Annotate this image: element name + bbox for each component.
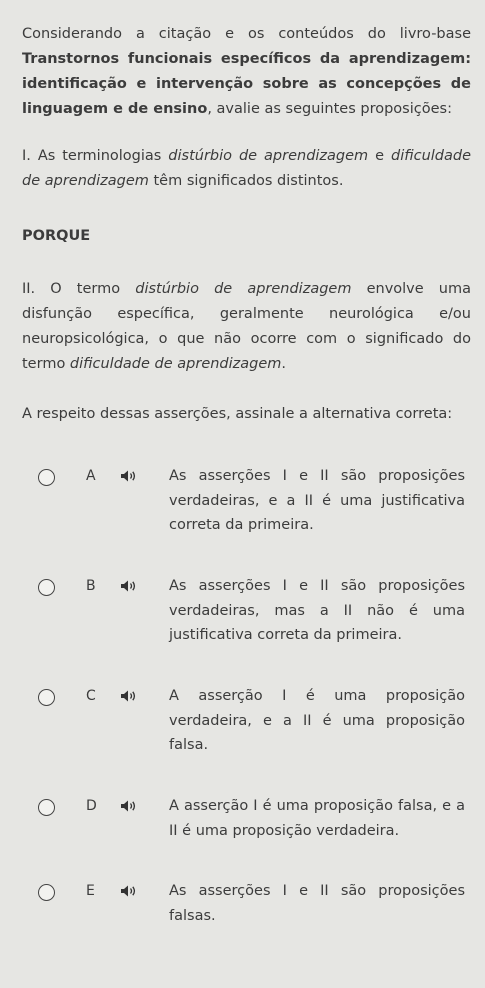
prop1-term1: distúrbio de aprendizagem [168, 148, 369, 164]
speaker-icon[interactable] [120, 579, 138, 593]
prop1-mid: e [368, 148, 391, 164]
option-e[interactable] [22, 872, 471, 932]
option-b[interactable] [22, 567, 471, 677]
intro-end: , avalie as seguintes proposições: [207, 101, 452, 117]
option-text: A asserção I é uma proposição falsa, e a II é uma proposição verdadeira. [169, 798, 465, 839]
speaker-icon[interactable] [120, 799, 138, 813]
option-letter: C [86, 688, 96, 704]
radio-button-icon[interactable] [38, 884, 55, 901]
option-text: As asserções I e II são proposições verdadeiras, e a II é uma justificativa correta da primeira. [169, 468, 465, 533]
question-intro [22, 22, 471, 122]
speaker-icon[interactable] [120, 884, 138, 898]
option-d[interactable] [22, 787, 471, 872]
prop1-suffix: têm significados distintos. [148, 173, 344, 189]
option-text: A asserção I é uma proposição verdadeira, e a II é uma proposição falsa. [169, 688, 465, 753]
option-text: As asserções I e II são proposições verdadeiras, mas a II não é uma justificativa correta da primeira. [169, 578, 465, 643]
option-letter: D [86, 798, 97, 814]
porque-label: PORQUE [22, 228, 91, 244]
radio-button-icon[interactable] [38, 689, 55, 706]
option-a[interactable] [22, 457, 471, 567]
question-instruction: A respeito dessas asserções, assinale a alternativa correta: [22, 406, 453, 422]
radio-button-icon[interactable] [38, 469, 55, 486]
option-text: As asserções I e II são proposições falsas. [169, 883, 465, 924]
answer-options [22, 457, 471, 932]
prop2-term2: dificuldade de aprendizagem [69, 356, 282, 372]
speaker-icon[interactable] [120, 469, 138, 483]
option-c[interactable] [22, 677, 471, 787]
prop2-term1: distúrbio de aprendizagem [135, 281, 352, 297]
intro-start: Considerando a citação e os conteúdos do livro-base [22, 26, 471, 42]
option-letter: E [86, 883, 95, 899]
speaker-icon[interactable] [120, 689, 138, 703]
option-letter: A [86, 468, 96, 484]
book-title: Transtornos funcionais específicos da aprendizagem: identificação e intervenção sobre as concepções de linguagem e de ensino [22, 51, 471, 117]
prop2-suffix: . [281, 356, 287, 372]
prop2-prefix: II. O termo [22, 281, 136, 297]
radio-button-icon[interactable] [38, 799, 55, 816]
proposition-2 [22, 277, 471, 377]
prop2-mid: envolve uma disfunção específica, geralmente neurológica e/ou neuropsicológica, o que não ocorre com o significado do termo [22, 281, 471, 372]
radio-button-icon[interactable] [38, 579, 55, 596]
option-letter: B [86, 578, 96, 594]
prop1-prefix: I. As terminologias [22, 148, 169, 164]
prop1-term2: dificuldade de aprendizagem [22, 148, 472, 189]
proposition-1 [22, 144, 471, 194]
